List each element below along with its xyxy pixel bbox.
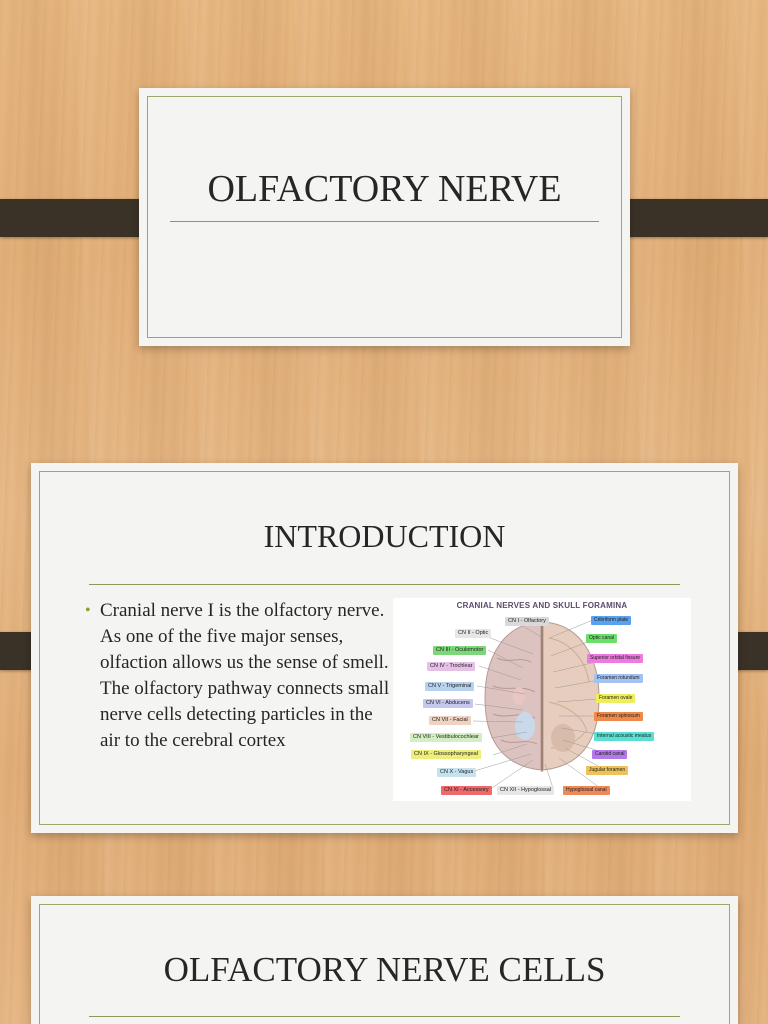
slide-title: INTRODUCTION <box>263 518 506 554</box>
foramen-label: Optic canal <box>586 634 617 643</box>
skull-half <box>543 622 599 770</box>
cranial-nerves-diagram <box>393 598 691 801</box>
slide-title: OLFACTORY NERVE <box>207 168 562 210</box>
title-divider <box>170 221 599 222</box>
nerve-label: CN I - Olfactory <box>505 617 549 626</box>
bullet-item <box>85 598 390 754</box>
binder-strap-left <box>0 199 156 237</box>
foramen-label: Foramen spinosum <box>594 712 643 721</box>
nerve-label: CN XI - Accessory <box>441 786 492 795</box>
foramen-label: Foramen rotundum <box>594 674 643 683</box>
nerve-label: CN IX - Glossopharyngeal <box>411 750 481 759</box>
foramen-label: Carotid canal <box>592 750 627 759</box>
foramen-label: Foramen ovale <box>596 694 635 703</box>
title-divider <box>89 1016 680 1017</box>
nerve-label: CN IV - Trochlear <box>427 662 475 671</box>
slide-border <box>147 96 622 338</box>
nerve-label: CN VII - Facial <box>429 716 471 725</box>
title-divider <box>89 584 680 585</box>
foramen-label: Superior orbital fissure <box>587 654 643 663</box>
nerve-label: CN XII - Hypoglossal <box>497 786 554 795</box>
nerve-label: CN VIII - Vestibulocochlear <box>410 733 482 742</box>
slide-3[interactable] <box>31 896 738 1024</box>
bullet-text: Cranial nerve I is the olfactory nerve. As one of the five major senses, olfaction allows us the sense of smell. The olfactory pathway connects small nerve cells detecting particles in the air to the cerebral cortex <box>100 600 390 751</box>
bullet-marker: • <box>85 602 91 619</box>
nerve-label: CN III - Oculomotor <box>433 646 486 655</box>
binder-strap-right <box>612 199 768 237</box>
brain-half <box>485 622 541 770</box>
slide-title: OLFACTORY NERVE CELLS <box>163 950 606 989</box>
foramen-label: Cribriform plate <box>591 616 631 625</box>
nerve-label: CN V - Trigeminal <box>425 682 474 691</box>
foramen-label: Hypoglossal canal <box>563 786 610 795</box>
diagram-title: CRANIAL NERVES AND SKULL FORAMINA <box>456 601 628 610</box>
nerve-label: CN X - Vagus <box>437 768 476 777</box>
foramen-label: Internal acoustic meatus <box>594 732 654 741</box>
slide-2[interactable] <box>31 463 738 833</box>
nerve-label: CN VI - Abducens <box>423 699 473 708</box>
nerve-label: CN II - Optic <box>455 629 491 638</box>
foramen-label: Jugular foramen <box>586 766 628 775</box>
slide-1[interactable] <box>139 88 630 346</box>
